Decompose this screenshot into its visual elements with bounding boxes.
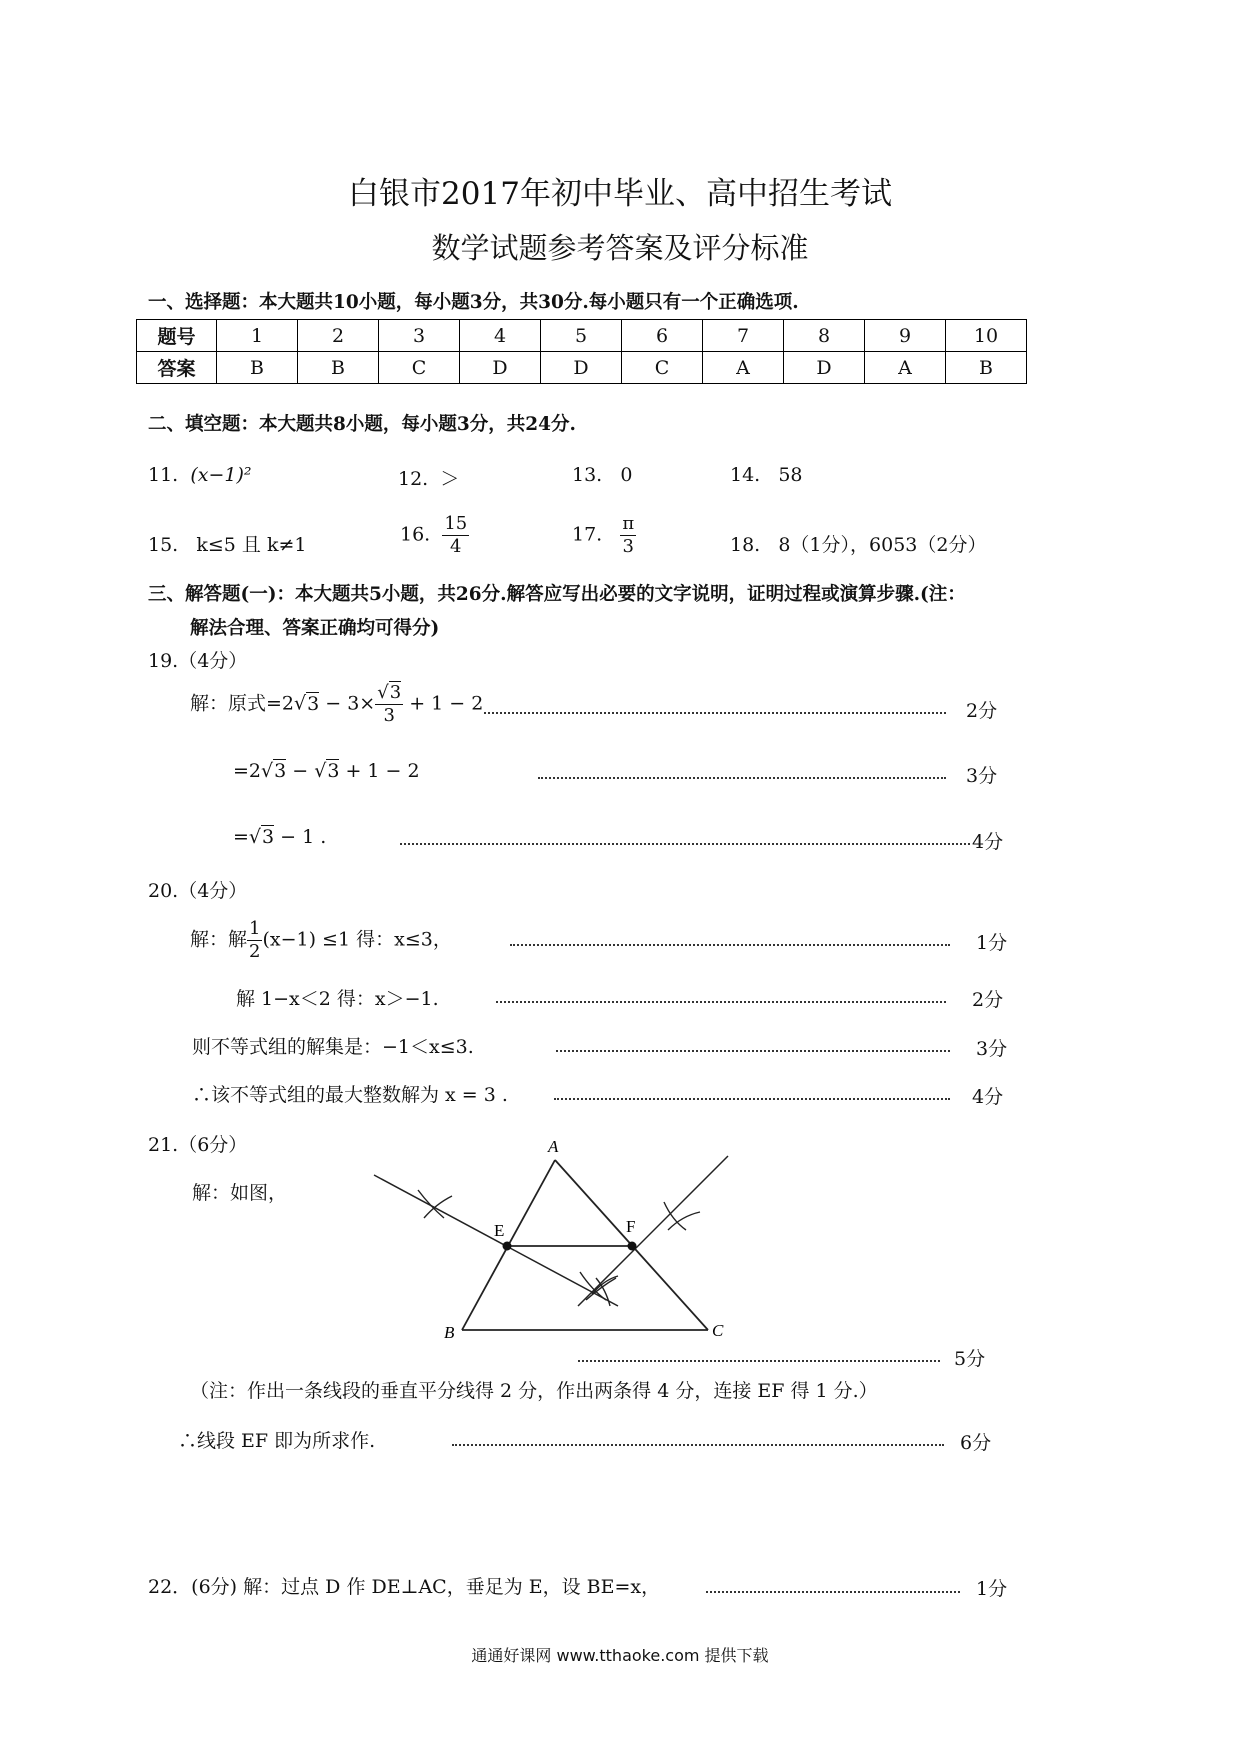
label-a: A <box>548 1137 559 1156</box>
point-e <box>503 1242 512 1251</box>
q19-label: 19.（4分） <box>148 650 248 672</box>
point-f <box>628 1242 637 1251</box>
q13-number: 13. <box>572 464 603 486</box>
table-row-numbers <box>137 320 1027 352</box>
q16-answer <box>400 513 469 558</box>
q11-value: (x−1)² <box>190 464 252 486</box>
construction-figure <box>360 1130 740 1360</box>
question-number: 10 <box>946 320 1027 352</box>
arc-mark-upper-right <box>664 1202 700 1230</box>
q16-numerator: 15 <box>444 513 468 534</box>
q19-step1-score: 2分 <box>966 700 998 722</box>
q20-line1-leader <box>510 944 950 946</box>
q12-value: ＞ <box>440 468 460 490</box>
answer-cell: C <box>379 352 460 384</box>
q19-step1: 解：原式=2√3 − 3× $\frac{√3}{3}$ + 1 − 2 <box>190 682 484 726</box>
q17-answer <box>572 513 636 558</box>
question-number: 8 <box>784 320 865 352</box>
q17-denominator: 3 <box>622 536 634 557</box>
answer-cell: B <box>217 352 298 384</box>
q20-line1-rest: (x−1) ≤1 得：x≤3， <box>262 928 452 951</box>
q12-answer <box>398 464 459 491</box>
answer-cell: D <box>460 352 541 384</box>
q20-line4-leader <box>554 1098 950 1100</box>
q22-line: 22．(6分) 解：过点 D 作 DE⊥AC，垂足为 E，设 BE=x， <box>148 1576 661 1598</box>
q20-line3-score: 3分 <box>976 1038 1008 1060</box>
footer-credit: 通通好课网 www.tthaoke.com 提供下载 <box>471 1646 769 1665</box>
perpendicular-bisector-ab <box>374 1175 618 1306</box>
q16-number: 16. <box>400 523 431 546</box>
section2-heading: 二、填空题：本大题共8小题，每小题3分，共24分. <box>148 414 576 435</box>
q21-figure-score: 5分 <box>954 1348 986 1370</box>
page-subtitle: 数学试题参考答案及评分标准 <box>431 231 809 265</box>
q16-denominator: 4 <box>450 536 462 557</box>
q18-answer <box>730 530 986 557</box>
label-e: E <box>494 1221 505 1240</box>
q20-line1-score: 1分 <box>976 932 1008 954</box>
q11-answer <box>148 464 251 486</box>
q15-value: k≤5 且 k≠1 <box>196 534 307 556</box>
q12-number: 12. <box>398 468 429 490</box>
row-label: 答案 <box>137 352 217 384</box>
answer-cell: D <box>784 352 865 384</box>
row-label: 题号 <box>137 320 217 352</box>
answer-cell: B <box>946 352 1027 384</box>
answer-cell: D <box>541 352 622 384</box>
q21-conclusion: ∴线段 EF 即为所求作. <box>178 1430 376 1452</box>
answer-cell: C <box>622 352 703 384</box>
q20-line2-leader <box>496 1001 946 1003</box>
q21-conclusion-score: 6分 <box>960 1432 992 1454</box>
section3-heading-line2: 解法合理、答案正确均可得分) <box>190 618 440 639</box>
answer-cell: A <box>703 352 784 384</box>
q20-line3-leader <box>556 1050 950 1052</box>
q21-conclusion-leader <box>452 1444 944 1446</box>
q16-fraction <box>442 513 469 558</box>
q18-value: 8（1分），6053（2分） <box>778 534 987 556</box>
q11-number: 11. <box>148 464 179 486</box>
q13-value: 0 <box>620 464 633 486</box>
question-number: 9 <box>865 320 946 352</box>
q15-answer <box>148 530 306 557</box>
q19-step2: =2√3 − √3 + 1 − 2 <box>233 760 420 782</box>
label-f: F <box>626 1217 636 1236</box>
q21-intro: 解：如图， <box>192 1182 288 1204</box>
q15-number: 15. <box>148 534 179 556</box>
q17-fraction <box>620 513 636 558</box>
label-b: B <box>444 1323 455 1342</box>
question-number: 1 <box>217 320 298 352</box>
q19-step1-prefix: 解：原式= <box>190 692 282 715</box>
q20-line1-prefix: 解：解 <box>190 928 248 951</box>
section1-heading: 一、选择题：本大题共10小题，每小题3分，共30分.每小题只有一个正确选项. <box>148 292 799 313</box>
q20-line1: 解：解 $\frac{1}{2}$ (x−1) ≤1 得：x≤3， <box>190 918 452 962</box>
page-title: 白银市2017年初中毕业、高中招生考试 <box>348 176 892 212</box>
section3-heading-line1: 三、解答题(一)：本大题共5小题，共26分.解答应写出必要的文字说明，证明过程或演算步骤.(注： <box>148 584 966 605</box>
question-number: 4 <box>460 320 541 352</box>
question-number: 3 <box>379 320 460 352</box>
q20-line3: 则不等式组的解集是：−1＜x≤3. <box>192 1036 474 1058</box>
q20-line2-score: 2分 <box>972 989 1004 1011</box>
q19-step1-leader <box>484 712 946 714</box>
question-number: 7 <box>703 320 784 352</box>
q14-answer <box>730 464 803 486</box>
q21-label: 21.（6分） <box>148 1134 248 1156</box>
q21-note: （注：作出一条线段的垂直平分线得 2 分，作出两条得 4 分，连接 EF 得 1 分.） <box>190 1380 878 1402</box>
label-c: C <box>712 1321 724 1340</box>
q14-value: 58 <box>778 464 803 486</box>
q20-line4: ∴该不等式组的最大整数解为 x = 3 . <box>192 1084 508 1106</box>
q20-label: 20.（4分） <box>148 880 248 902</box>
q21-figure-leader <box>578 1360 940 1362</box>
question-number: 5 <box>541 320 622 352</box>
q14-number: 14. <box>730 464 761 486</box>
q17-number: 17. <box>572 523 603 546</box>
answer-cell: B <box>298 352 379 384</box>
q17-numerator: π <box>622 513 635 534</box>
q18-number: 18. <box>730 534 761 556</box>
q19-step3-score: 4分 <box>972 831 1004 853</box>
q19-step2-leader <box>538 777 946 779</box>
q20-line4-score: 4分 <box>972 1086 1004 1108</box>
question-number: 6 <box>622 320 703 352</box>
q19-step3: =√3 − 1 . <box>233 826 327 848</box>
q13-answer <box>572 464 632 486</box>
q19-step3-leader <box>400 843 970 845</box>
q22-leader <box>706 1591 960 1593</box>
answer-cell: A <box>865 352 946 384</box>
answer-table <box>136 319 1027 384</box>
question-number: 2 <box>298 320 379 352</box>
q19-step2-score: 3分 <box>966 765 998 787</box>
q22-score: 1分 <box>976 1578 1008 1600</box>
table-row-answers <box>137 352 1027 384</box>
q20-line2: 解 1−x＜2 得：x＞−1. <box>236 988 439 1010</box>
